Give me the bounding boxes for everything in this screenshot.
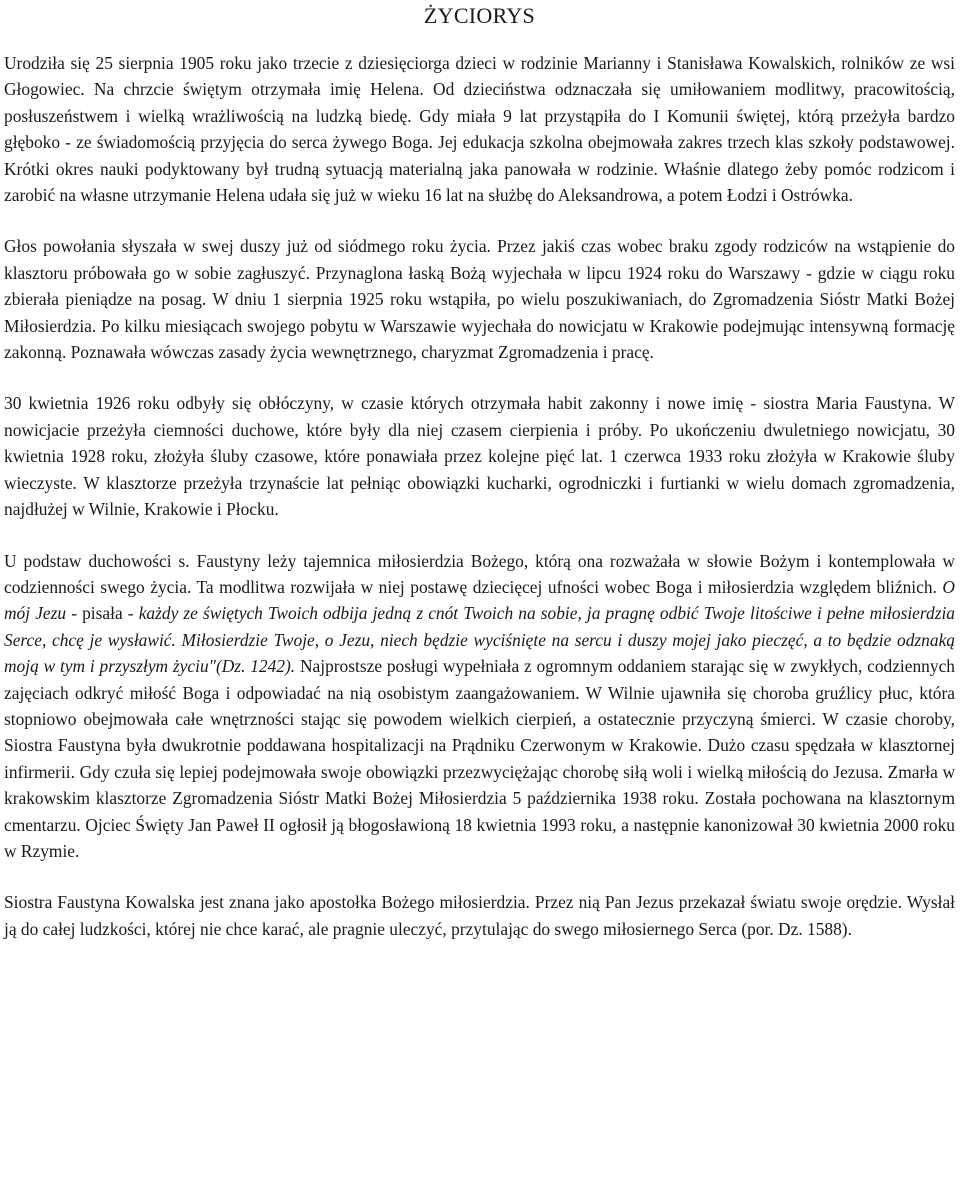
paragraph-spirituality <box>4 548 955 865</box>
quote-opening: O mój Jezu <box>4 576 955 624</box>
quote-attribution: - pisała - <box>71 603 134 624</box>
paragraph-vocation: Głos powołania słyszała w swej duszy już od siódmego roku życia. Przez jakiś czas wobec braku zgody rodziców na wstąpienie do klasztoru próbowała go w sobie zagłuszyć. Przynaglona łaską Bożą wyjechała w lipcu 1924 roku do Warszawy - gdzie w ciągu roku zbierała pieniądze na posag. W dniu 1 sierpnia 1925 roku wstąpiła, po wielu poszukiwaniach, do Zgromadzenia Sióstr Matki Bożej Miłosierdzia. Po kilku miesiącach swojego pobytu w Warszawie wyjechała do nowicjatu w Krakowie podejmując intensywną formację zakonną. Poznawała wówczas zasady życia wewnętrznego, charyzmat Zgromadzenia i pracę. <box>4 236 955 363</box>
spirituality-rest: Najprostsze posługi wypełniała z ogromnym oddaniem starając się w zwykłych, codziennych zajęciach odkryć miłość Boga i odpowiadać na nią osobistym zaangażowaniem. W Wilnie ujawniła się choroba gruźlicy płuc, która stopniowo obejmowała całe wnętrzności stając się powodem wielkich cierpień, a ostatecznie przyczyną śmierci. W czasie choroby, Siostra Faustyna była dwukrotnie poddawana hospitalizacji na Prądniku Czerwonym w Krakowie. Dużo czasu spędzała w klasztornej infirmerii. Gdy czuła się lepiej podejmowała swoje obowiązki przezwyciężając chorobę siłą woli i wielką miłością do Jezusa. Zmarła w krakowskim klasztorze Zgromadzenia Sióstr Matki Bożej Miłosierdzia 5 października 1938 roku. Została pochowana na klasztornym cmentarzu. Ojciec Święty Jan Paweł II ogłosił ją błogosławioną 18 kwietnia 1993 roku, a następnie kanonizował 30 kwietnia 2000 roku w Rzymie. <box>4 656 955 861</box>
paragraph-apostle: Siostra Faustyna Kowalska jest znana jako apostołka Bożego miłosierdzia. Przez nią Pan Jezus przekazał światu swoje orędzie. Wysłał ją do całej ludzkości, której nie chce karać, ale pragnie uleczyć, przytulając do swego miłosiernego Serca (por. Dz. 1588). <box>4 892 955 939</box>
diary-quote: każdy ze świętych Twoich odbija jedną z cnót Twoich na sobie, ja pragnę odbić Twoje litościwe i pełne miłosierdzia Serce, chcę je wysławić. Miłosierdzie Twoje, o Jezu, niech będzie wyciśnięte na sercu i duszy mojej jako pieczęć, a to będzie odznaką moją w tym i przyszłym życiu"(Dz. 1242). <box>4 603 955 677</box>
spirituality-intro: U podstaw duchowości s. Faustyny leży tajemnica miłosierdzia Bożego, którą ona rozważała w słowie Bożym i kontemplowała w codzienności swego życia. Ta modlitwa rozwijała w niej postawę dziecięcej ufności wobec Boga i miłosierdzia względem bliźnich. <box>4 550 955 597</box>
paragraph-novitiate: 30 kwietnia 1926 roku odbyły się obłóczyny, w czasie których otrzymała habit zakonny i nowe imię - siostra Maria Faustyna. W nowicjacie przeżyła ciemności duchowe, które były dla niej czasem cierpienia i próby. Po ukończeniu dwuletniego nowicjatu, 30 kwietnia 1928 roku, złożyła śluby czasowe, które ponawiała przez kolejne pięć lat. 1 czerwca 1933 roku złożyła w Krakowie śluby wieczyste. W klasztorze przeżyła trzynaście lat pełniąc obowiązki kucharki, ogrodniczki i furtianki w wielu domach zgromadzenia, najdłużej w Wilnie, Krakowie i Płocku. <box>4 393 955 520</box>
document-title: ŻYCIORYS <box>423 3 536 28</box>
paragraph-childhood: Urodziła się 25 sierpnia 1905 roku jako trzecie z dziesięciorga dzieci w rodzinie Marianny i Stanisława Kowalskich, rolników ze wsi Głogowiec. Na chrzcie świętym otrzymała imię Helena. Od dzieciństwa odznaczała się umiłowaniem modlitwy, pracowitością, posłuszeństwem i wielką wrażliwością na ludzką biedę. Gdy miała 9 lat przystąpiła do I Komunii świętej, którą przeżyła bardzo głęboko - ze świadomością przyjęcia do serca żywego Boga. Jej edukacja szkolna obejmowała zakres trzech klas szkoły podstawowej. Krótki okres nauki podyktowany był trudną sytuacją materialną jaka panowała w rodzinie. Właśnie dlatego żeby pomóc rodzicom i zarobić na własne utrzymanie Helena udała się już w wieku 16 lat na służbę do Aleksandrowa, a potem Łodzi i Ostrówka. <box>4 53 955 206</box>
